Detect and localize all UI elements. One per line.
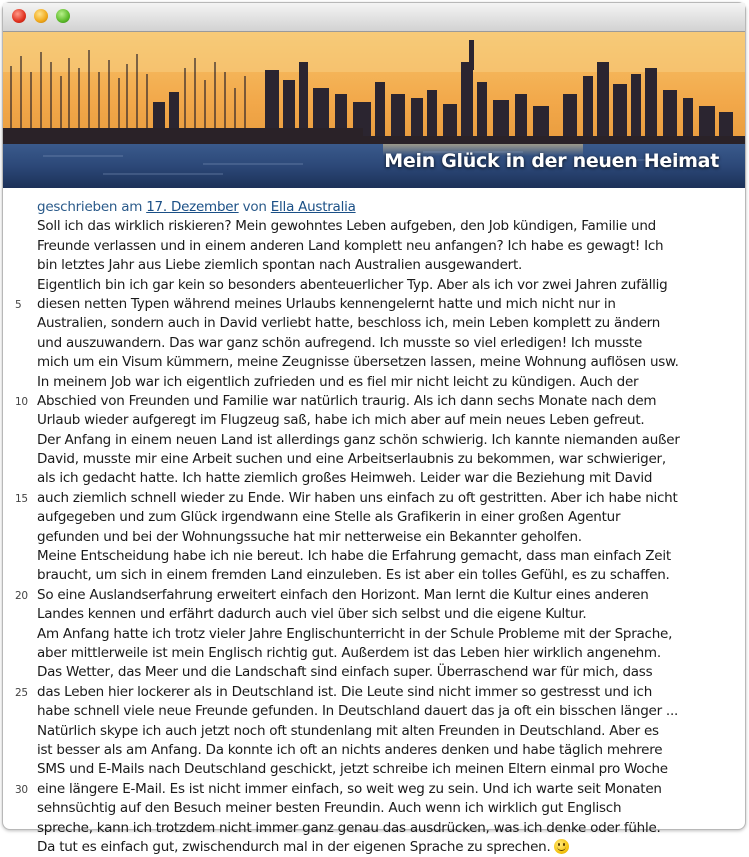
- banner-title: Mein Glück in der neuen Heimat: [384, 150, 719, 172]
- line-text: Soll ich das wirklich riskieren? Mein gewohntes Leben aufgeben, den Job kündigen, Familie und: [37, 218, 656, 235]
- text-line: [37, 334, 743, 353]
- text-line: [15, 392, 743, 411]
- line-text: SMS und E-Mails nach Deutschland geschickt, jetzt schreibe ich meinen Eltern einmal pro Woche: [37, 761, 668, 778]
- article-text: [15, 217, 743, 857]
- line-text: Abschied von Freunden und Familie war natürlich traurig. Als ich dann sechs Monate nach dem: [37, 392, 657, 409]
- window-titlebar: [3, 3, 745, 32]
- line-text: Meine Entscheidung habe ich nie bereut. Ich habe die Erfahrung gemacht, dass man einfach Zeit: [37, 548, 671, 565]
- line-text: Landes kennen und erfährt dadurch auch viel über sich selbst und die eigene Kultur.: [37, 606, 587, 623]
- text-line: [15, 780, 743, 799]
- line-text: Der Anfang in einem neuen Land ist allerdings ganz schön schwierig. Ich kannte niemanden außer: [37, 431, 680, 448]
- text-line: [15, 489, 743, 508]
- text-line: [37, 702, 743, 721]
- text-line: [37, 722, 743, 741]
- text-line: [37, 644, 743, 663]
- text-line: [37, 469, 743, 488]
- line-text: gefunden und bei der Wohnungssuche hat mir netterweise ein Bekannter geholfen.: [37, 528, 582, 545]
- text-line: [37, 760, 743, 779]
- text-line: [37, 373, 743, 392]
- line-text: Natürlich skype ich auch jetzt noch oft stundenlang mit alten Freunden in Deutschland. Aber es: [37, 722, 659, 739]
- line-text: auch ziemlich schnell wieder zu Ende. Wir haben uns einfach zu oft gestritten. Aber ich habe nicht: [37, 489, 678, 506]
- line-text: sehnsüchtig auf den Besuch meiner besten Freundin. Auch wenn ich wirklich gut Englisch: [37, 800, 622, 817]
- line-text: bin letztes Jahr aus Liebe ziemlich spontan nach Australien ausgewandert.: [37, 257, 523, 274]
- text-line: [15, 586, 743, 605]
- line-text: In meinem Job war ich eigentlich zufrieden und es fiel mir nicht leicht zu kündigen. Auch der: [37, 373, 639, 390]
- text-line: [37, 256, 743, 275]
- text-line: [37, 314, 743, 333]
- line-text: Das Wetter, das Meer und die Landschaft sind einfach super. Überraschend war für mich, dass: [37, 664, 653, 681]
- text-line: [37, 528, 743, 547]
- line-number: 5: [15, 298, 22, 311]
- text-line: [37, 663, 743, 682]
- text-line: [37, 353, 743, 372]
- line-text: David, musste mir eine Arbeit suchen und eine Arbeitserlaubnis zu bekommen, war schwieriger,: [37, 451, 666, 468]
- line-text: Eigentlich bin ich gar kein so besonders abenteuerlicher Typ. Aber als ich vor zwei Jahren zufällig: [37, 276, 668, 293]
- line-text: aber mittlerweile ist mein Englisch richtig gut. Außerdem ist das Leben hier wirklich angenehm.: [37, 644, 661, 661]
- browser-window: [2, 2, 746, 855]
- header-banner: [3, 32, 745, 188]
- line-text: Freunde verlassen und in einem anderen Land komplett neu anfangen? Ich habe es gewagt! Ich: [37, 237, 664, 254]
- text-line: [37, 276, 743, 295]
- line-number: 10: [15, 395, 28, 408]
- line-text: Australien, sondern auch in David verliebt hatte, beschloss ich, mein Leben komplett zu ändern: [37, 315, 661, 332]
- article-body: [15, 198, 743, 857]
- meta-by: von: [242, 199, 267, 215]
- text-line: [37, 566, 743, 585]
- text-line: [37, 741, 743, 760]
- text-line: [37, 838, 743, 857]
- line-text: spreche, kann ich trotzdem nicht immer ganz genau das ausdrücken, was ich denke oder fühle.: [37, 819, 661, 836]
- line-text: habe schnell viele neue Freunde gefunden. In Deutschland dauert das ja oft ein bisschen länger ...: [37, 703, 679, 720]
- text-line: [37, 450, 743, 469]
- line-text: So eine Auslandserfahrung erweitert einfach den Horizont. Man lernt die Kultur eines anderen: [37, 586, 649, 603]
- line-number: 15: [15, 492, 28, 505]
- meta-prefix: geschrieben am: [37, 199, 143, 215]
- text-line: [37, 799, 743, 818]
- line-text: braucht, um sich in einem fremden Land einzuleben. Es ist aber ein tolles Gefühl, es zu schaffen.: [37, 567, 670, 584]
- smiley-icon: [554, 839, 569, 854]
- text-line: [37, 508, 743, 527]
- author-link[interactable]: Ella Australia: [270, 199, 356, 215]
- line-text: ist besser als am Anfang. Da konnte ich oft an nichts anderes denken und habe täglich mehrere: [37, 741, 663, 758]
- text-line: [37, 217, 743, 236]
- line-text: Am Anfang hatte ich trotz vieler Jahre Englischunterricht in der Schule Probleme mit der Sprache,: [37, 625, 673, 642]
- text-line: [15, 295, 743, 314]
- text-line: [37, 819, 743, 838]
- line-text: Urlaub wieder aufgeregt im Flugzeug saß, habe ich mich aber auf mein neues Leben gefreut.: [37, 412, 645, 429]
- line-text: mich um ein Visum kümmern, meine Zeugnisse übersetzen lassen, meine Wohnung auflösen usw.: [37, 354, 679, 371]
- line-text: und auszuwandern. Das war ganz schön aufregend. Ich musste so viel erledigen! Ich musste: [37, 334, 643, 351]
- line-text: als ich gedacht hatte. Ich hatte ziemlich großes Heimweh. Leider war die Beziehung mit David: [37, 470, 653, 487]
- article-meta: [37, 198, 743, 217]
- line-number: 20: [15, 589, 28, 602]
- line-text: das Leben hier lockerer als in Deutschland ist. Die Leute sind nicht immer so gestresst und ich: [37, 683, 653, 700]
- line-text: diesen netten Typen während meines Urlaubs kennengelernt hatte und mich nicht nur in: [37, 295, 616, 312]
- minimize-icon[interactable]: [34, 9, 48, 23]
- text-line: [37, 237, 743, 256]
- close-icon[interactable]: [12, 9, 26, 23]
- line-text: eine längere E-Mail. Es ist nicht immer einfach, so weit weg zu sein. Und ich warte seit Monaten: [37, 780, 662, 797]
- line-number: 25: [15, 686, 28, 699]
- text-line: [37, 547, 743, 566]
- text-line: [37, 625, 743, 644]
- text-line: [15, 683, 743, 702]
- line-number: 30: [15, 783, 28, 796]
- text-line: [37, 605, 743, 624]
- text-line: [37, 411, 743, 430]
- text-line: [37, 431, 743, 450]
- maximize-icon[interactable]: [56, 9, 70, 23]
- line-text: aufgegeben und zum Glück irgendwann eine Stelle als Grafikerin in einer großen Agentur: [37, 509, 621, 526]
- date-link[interactable]: 17. Dezember: [146, 199, 239, 215]
- line-text: Da tut es einfach gut, zwischendurch mal in der eigenen Sprache zu sprechen.: [37, 838, 551, 855]
